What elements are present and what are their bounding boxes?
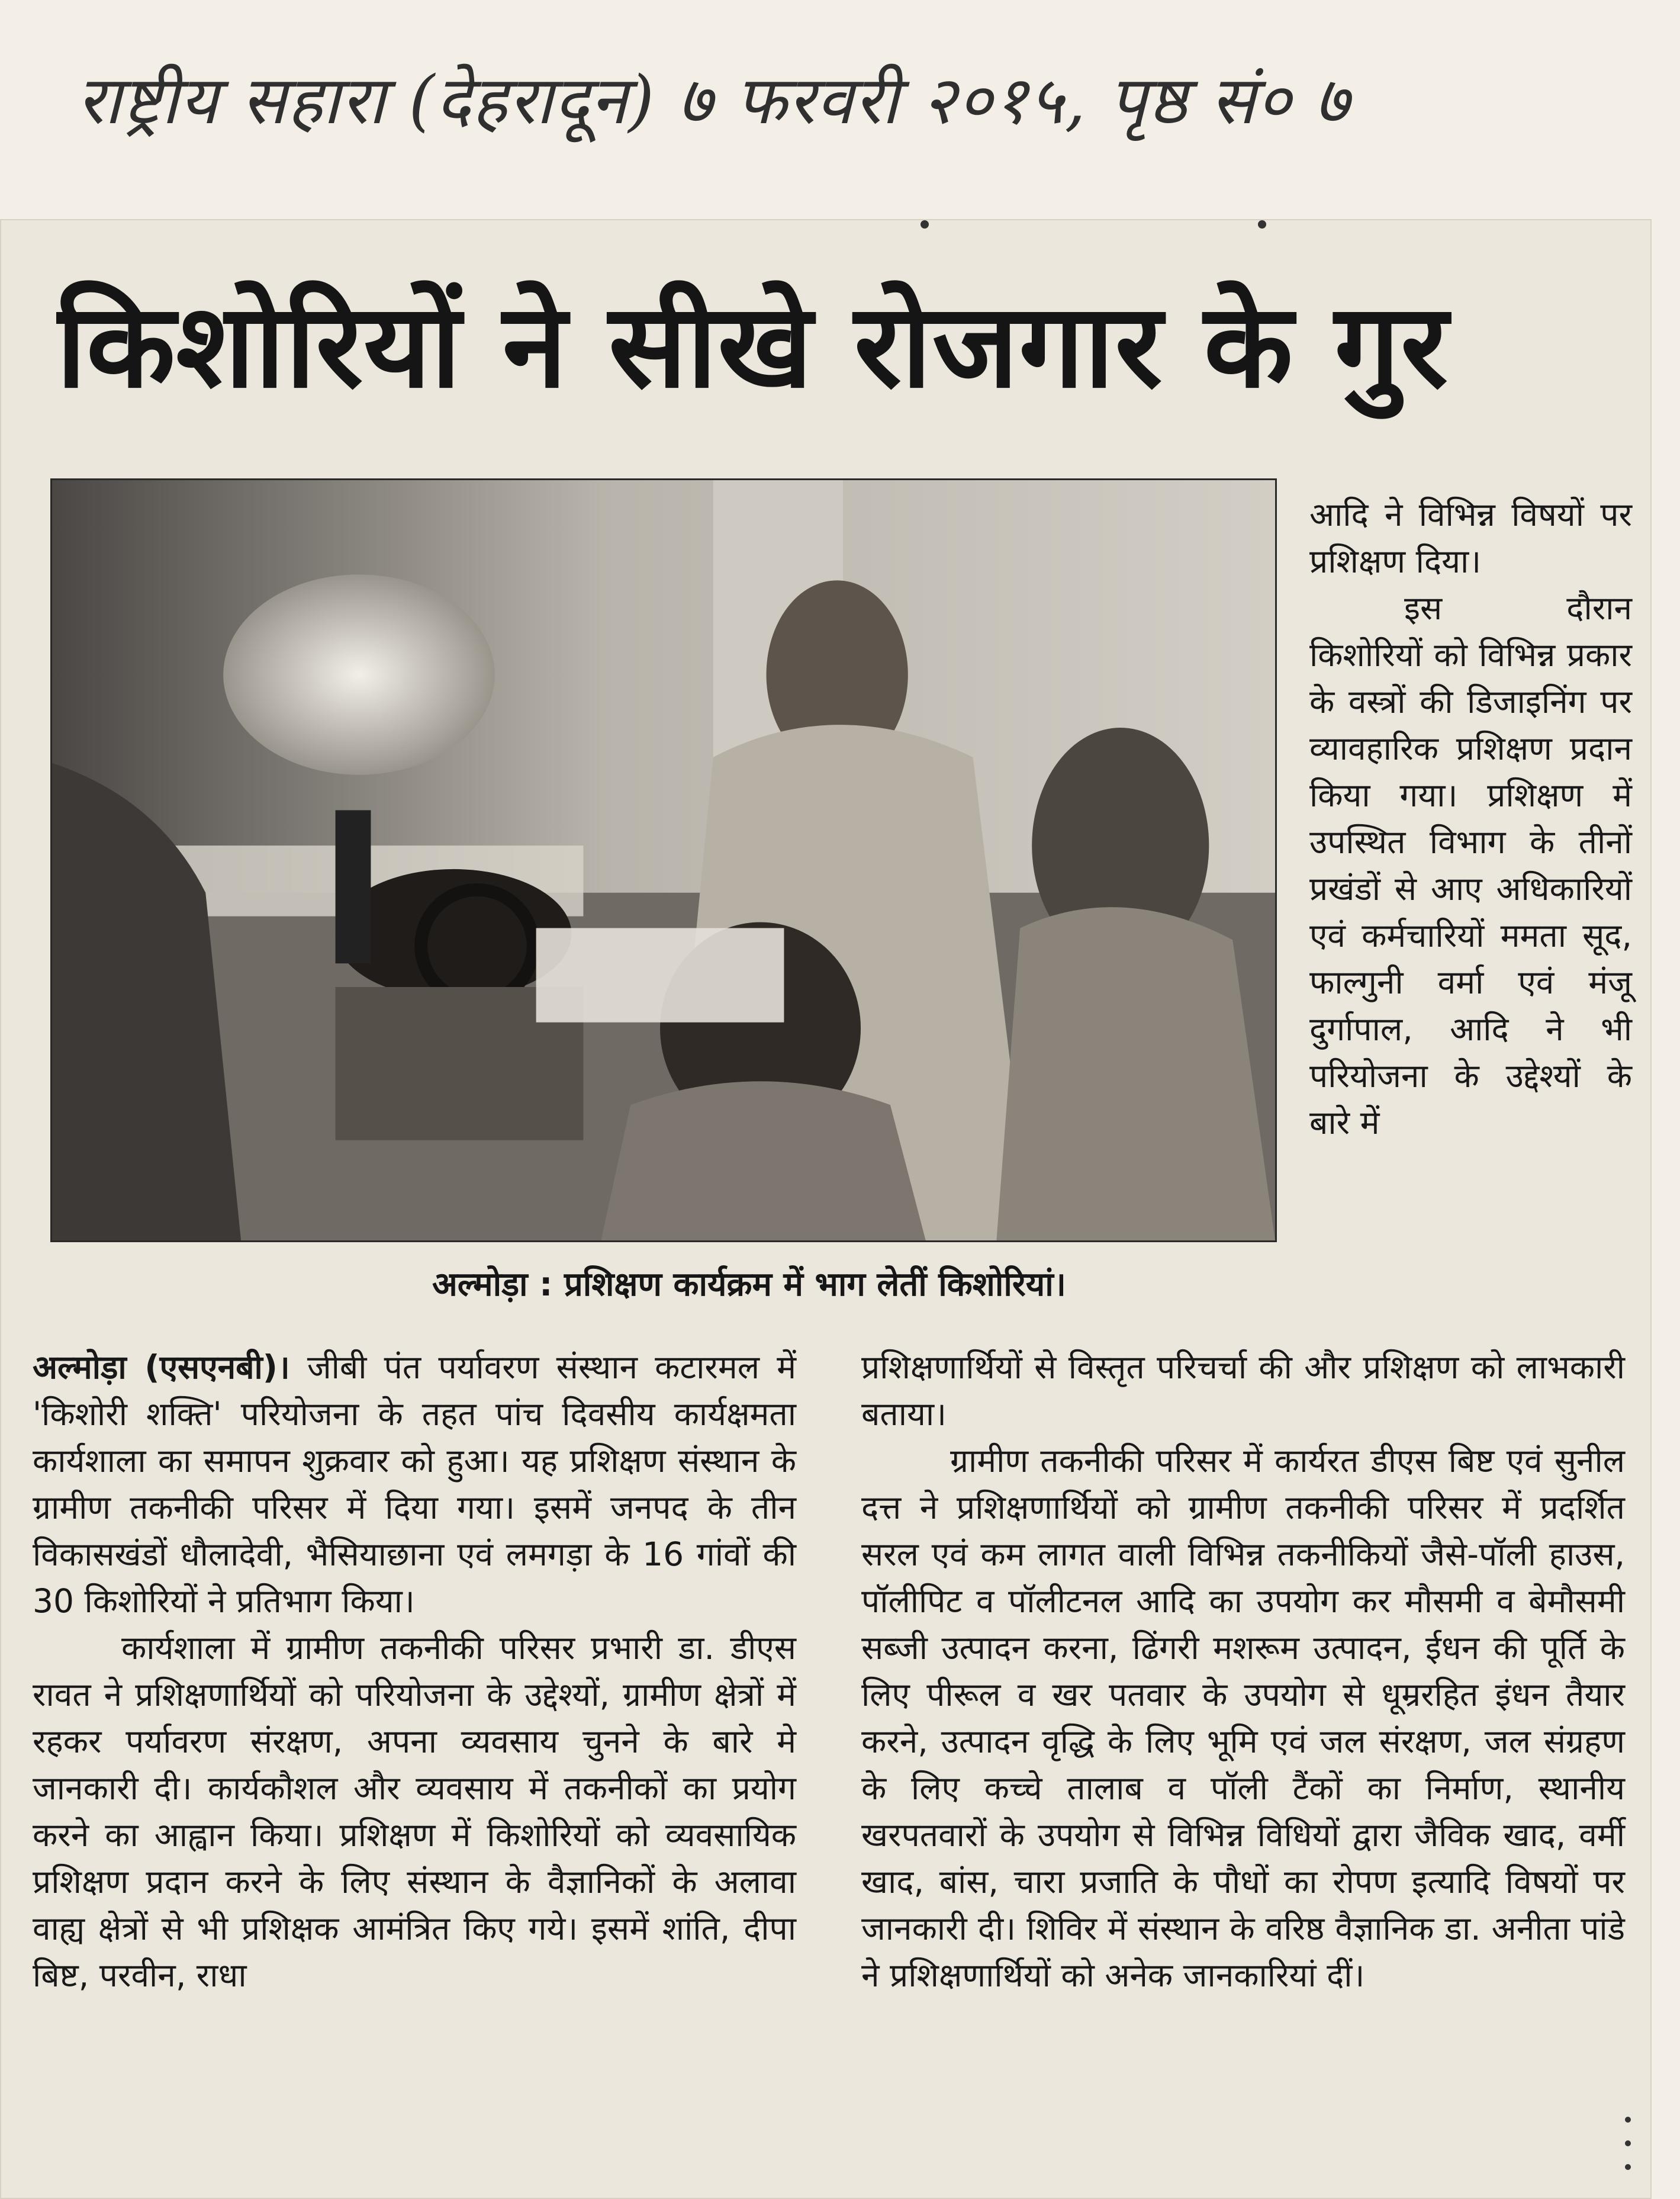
clipping-edge-marks [921, 220, 1276, 232]
article-headline: किशोरियों ने सीखे रोजगार के गुर [56, 279, 1449, 414]
left-column-text [33, 1344, 796, 1999]
left-column-paragraph-1-body: जीबी पंत पर्यावरण संस्थान कटारमल में 'किशोरी शक्ति' परियोजना के तहत पांच दिवसीय कार्यक्षमता कार्यशाला का समापन शुक्रवार को हुआ। यह प्रशिक्षण संस्थान के ग्रामीण तकनीकी परिसर में दिया गया। इसमें जनपद के तीन विकासखंडों धौलादेवी, भैसियाछाना एवं लमगड़ा के 16 गांवों की 30 किशोरियों ने प्रतिभाग किया। [33, 1348, 796, 1620]
article-photo [50, 478, 1277, 1242]
right-column-paragraph-1: आदि ने विभिन्न विषयों पर प्रशिक्षण दिया। [1309, 496, 1632, 580]
bottom-right-paragraph-2: ग्रामीण तकनीकी परिसर में कार्यरत डीएस बिष्ट एवं सुनील दत्त ने प्रशिक्षणार्थियों को ग्रामीण तकनीकी परिसर में प्रदर्शित सरल एवं कम लागत वाली विभिन्न तकनीकियों जैसे-पॉली हाउस, पॉलीपिट व पॉलीटनल आदि का उपयोग कर मौसमी व बेमौसमी सब्जी उत्पादन करना, ढिंगरी मशरूम उत्पादन, ईधन की पूर्ति के लिए पीरूल व खर पतवार के उपयोग से धूम्ररहित इंधन तैयार करने, उत्पादन वृद्धि के लिए भूमि एवं जल संरक्षण, जल संग्रहण के लिए कच्चे तालाब व पॉली टैंकों का निर्माण, स्थानीय खरपतवारों के उपयोग से विभिन्न विधियों द्वारा जैविक खाद, वर्मी खाद, बांस, चारा प्रजाति के पौधों का रोपण इत्यादि विषयों पर जानकारी दी। शिविर में संस्थान के वरिष्ठ वैज्ञानिक डा. अनीता पांडे ने प्रशिक्षणार्थियों को अनेक जानकारियां दीं। [861, 1442, 1625, 1994]
handwritten-source-note: राष्ट्रीय सहारा (देहरादून) ७ फरवरी २०१५, पृष्ठ सं० ७ [77, 62, 1350, 139]
article-dateline: अल्मोड़ा (एसएनबी)। [33, 1348, 290, 1386]
bottom-right-column-text [861, 1344, 1625, 1999]
photo-caption: अल्मोड़ा : प्रशिक्षण कार्यक्रम में भाग लेतीं किशोरियां। [432, 1265, 1066, 1304]
bottom-right-paragraph-1: प्रशिक्षणार्थियों से विस्तृत परिचर्चा की और प्रशिक्षण को लाभकारी बताया। [861, 1348, 1625, 1433]
left-column-paragraph-1 [33, 1344, 796, 1625]
left-column-paragraph-2: कार्यशाला में ग्रामीण तकनीकी परिसर प्रभारी डा. डीएस रावत ने प्रशिक्षणार्थियों को परियोजना के उद्देश्यों, ग्रामीण क्षेत्रों में रहकर पर्यावरण संरक्षण, अपना व्यवसाय चुनने के बारे मे जानकारी दी। कार्यकौशल और व्यवसाय में तकनीकों का प्रयोग करने का आह्वान किया। प्रशिक्षण में किशोरियों को व्यवसायिक प्रशिक्षण प्रदान करने के लिए संस्थान के वैज्ञानिकों के अलावा वाह्य क्षेत्रों से भी प्रशिक्षक आमंत्रित किए गये। इसमें शांति, दीपा बिष्ट, परवीन, राधा [33, 1629, 796, 1994]
right-column-paragraph-2: इस दौरान किशोरियों को विभिन्न प्रकार के वस्त्रों की डिजाइनिंग पर व्यावहारिक प्रशिक्षण प्रदान किया गया। प्रशिक्षण में उपस्थित विभाग के तीनों प्रखंडों से आए अधिकारियों एवं कर्मचारियों ममता सूद, फाल्गुनी वर्मा एवं मंजू दुर्गापाल, आदि ने भी परियोजना के उद्देश्यों के बारे में [1309, 589, 1632, 1142]
photo-illustration [52, 480, 1275, 1240]
clipping-edge-dots [1616, 2108, 1640, 2179]
right-column-text [1309, 491, 1632, 1146]
